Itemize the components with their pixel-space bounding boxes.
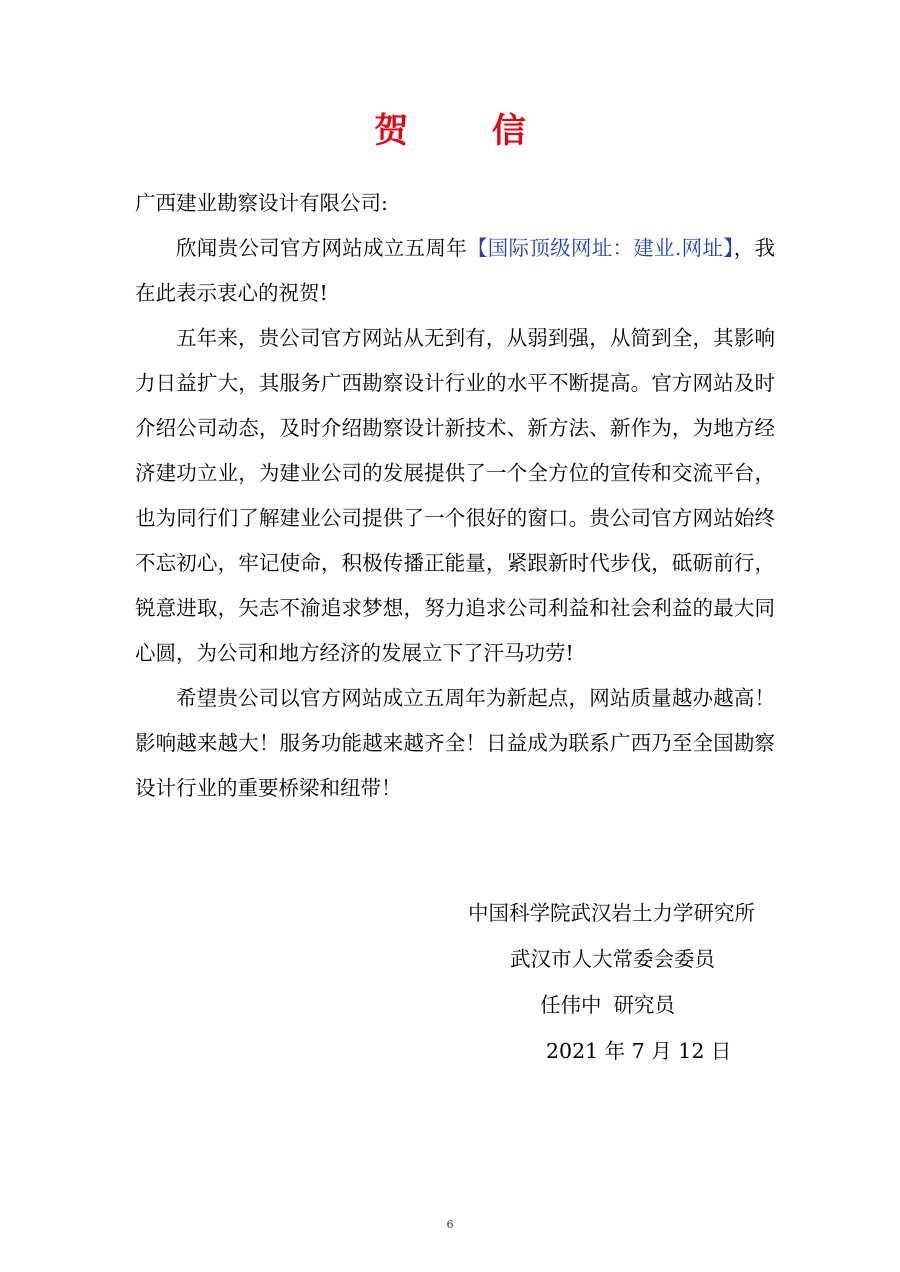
salutation: 广西建业勘察设计有限公司: [135,191,388,215]
signature-institution: 中国科学院武汉岩土力学研究所 [468,901,755,925]
signature-date: 2021 年 7 月 12 日 [546,1039,732,1063]
page-number: 6 [446,1218,454,1231]
letter-title: 贺 信 [374,111,562,151]
paragraph-wishes: 希望贵公司以官方网站成立五周年为新起点，网站质量越办越高！影响越来越大！服务功能越来越齐全！日益成为联系广西乃至全国勘察设计行业的重要桥梁和纽带！ [135,686,775,800]
letter-body [135,181,775,811]
signature-position: 研究员 [613,993,675,1017]
signature-name: 任伟中 [540,993,602,1017]
paragraph-achievements: 五年来，贵公司官方网站从无到有，从弱到强，从简到全，其影响力日益扩大，其服务广西勘察设计行业的水平不断提高。官方网站及时介绍公司动态，及时介绍勘察设计新技术、新方法、新作为，为地方经济建功立业，为建业公司的发展提供了一个全方位的宣传和交流平台，也为同行们了解建业公司提供了一个很好的窗口。贵公司官方网站始终不忘初心，牢记使命，积极传播正能量，紧跟新时代步伐，砥砺前行，锐意进取，矢志不渝追求梦想，努力追求公司利益和社会利益的最大同心圆，为公司和地方经济的发展立下了汗马功劳! [135,326,775,665]
signature-name-line [440,982,800,1028]
paragraph-congratulation [135,226,775,316]
paragraph-1-text-before-link: 欣闻贵公司官方网站成立五周年 [176,236,467,260]
paragraph-1-text-after-link: ，我在此表示衷心的祝贺! [135,236,776,305]
website-link-text[interactable]: 【国际顶级网址：建业.网址】 [466,236,734,260]
signature-committee: 武汉市人大常委会委员 [510,947,715,971]
signature-block [440,890,800,1074]
